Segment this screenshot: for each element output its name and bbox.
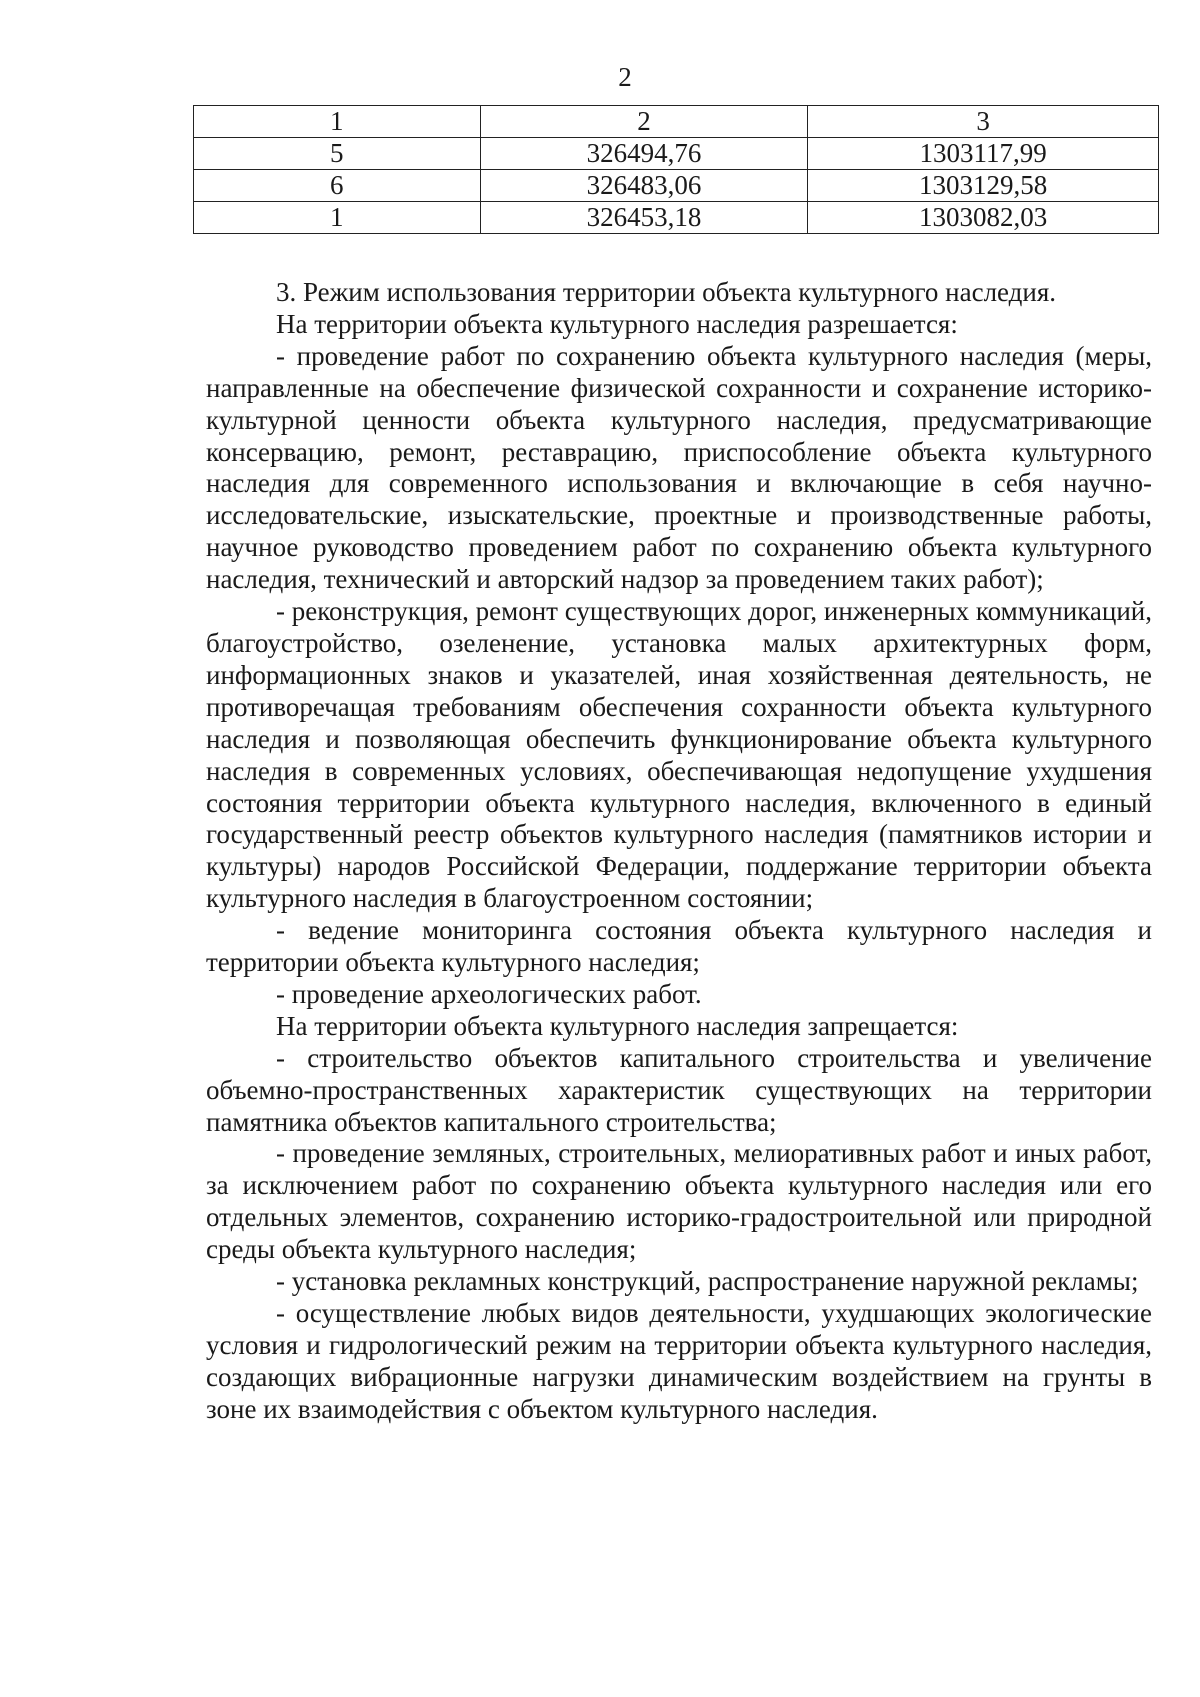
paragraph-prohibited-intro: На территории объекта культурного наследия запрещается: (276, 1010, 959, 1041)
document-body (206, 277, 1152, 1426)
table-cell: 326494,76 (480, 138, 808, 170)
table-cell: 5 (194, 138, 481, 170)
coordinates-table (193, 105, 1159, 234)
paragraph-prohibited-item: - строительство объектов капитального строительства и увеличение объемно-пространственных характеристик существующих на территории памятника объектов капитального строительства; (206, 1042, 1152, 1137)
section-heading: 3. Режим использования территории объекта культурного наследия. (276, 277, 1057, 307)
paragraph-permitted-item: - проведение работ по сохранению объекта культурного наследия (меры, направленные на обеспечение физической сохранности и сохранение историко-культурной ценности объекта культурного наследия, предусматривающие консервацию, ремонт, реставрацию, приспособление объекта культурного наследия для современного использования и включающие в себя научно-исследовательские, изыскательские, проектные и производственные работы, научное руководство проведением работ по сохранению объекта культурного наследия, технический и авторский надзор за проведением таких работ); (206, 340, 1152, 595)
table-cell: 1303129,58 (808, 170, 1159, 202)
table-row (194, 138, 1159, 170)
paragraph-prohibited-item: - проведение земляных, строительных, мелиоративных работ и иных работ, за исключением работ по сохранению объекта культурного наследия или его отдельных элементов, сохранению историко-градостроительной или природной среды объекта культурного наследия; (206, 1138, 1152, 1265)
table-cell: 1 (194, 202, 481, 234)
table-cell: 1303117,99 (808, 138, 1159, 170)
page-number: 2 (618, 62, 632, 92)
table-cell: 1 (194, 106, 481, 138)
paragraph-permitted-item: - проведение археологических работ. (276, 978, 702, 1009)
paragraph-permitted-item: - реконструкция, ремонт существующих дорог, инженерных коммуникаций, благоустройство, озеленение, установка малых архитектурных форм, информационных знаков и указателей, иная хозяйственная деятельность, не противоречащая требованиям обеспечения сохранности объекта культурного наследия и позволяющая обеспечить функционирование объекта культурного наследия в современных условиях, обеспечивающая недопущение ухудшения состояния территории объекта культурного наследия, включенного в единый государственный реестр объектов культурного наследия (памятников истории и культуры) народов Российской Федерации, поддержание территории объекта культурного наследия в благоустроенном состоянии; (206, 596, 1152, 914)
table-cell: 326483,06 (480, 170, 808, 202)
paragraph-permitted-item: - ведение мониторинга состояния объекта культурного наследия и территории объекта культурного наследия; (206, 915, 1152, 978)
paragraph-prohibited-item: - установка рекламных конструкций, распространение наружной рекламы; (276, 1266, 1139, 1297)
table-header-row (194, 106, 1159, 138)
table-cell: 3 (808, 106, 1159, 138)
table-cell: 6 (194, 170, 481, 202)
table-cell: 326453,18 (480, 202, 808, 234)
paragraph-permitted-intro: На территории объекта культурного наследия разрешается: (276, 308, 958, 339)
table-row (194, 170, 1159, 202)
table-row (194, 202, 1159, 234)
table-cell: 2 (480, 106, 808, 138)
paragraph-prohibited-item: - осуществление любых видов деятельности, ухудшающих экологические условия и гидрологический режим на территории объекта культурного наследия, создающих вибрационные нагрузки динамическим воздействием на грунты в зоне их взаимодействия с объектом культурного наследия. (206, 1298, 1152, 1424)
table-cell: 1303082,03 (808, 202, 1159, 234)
